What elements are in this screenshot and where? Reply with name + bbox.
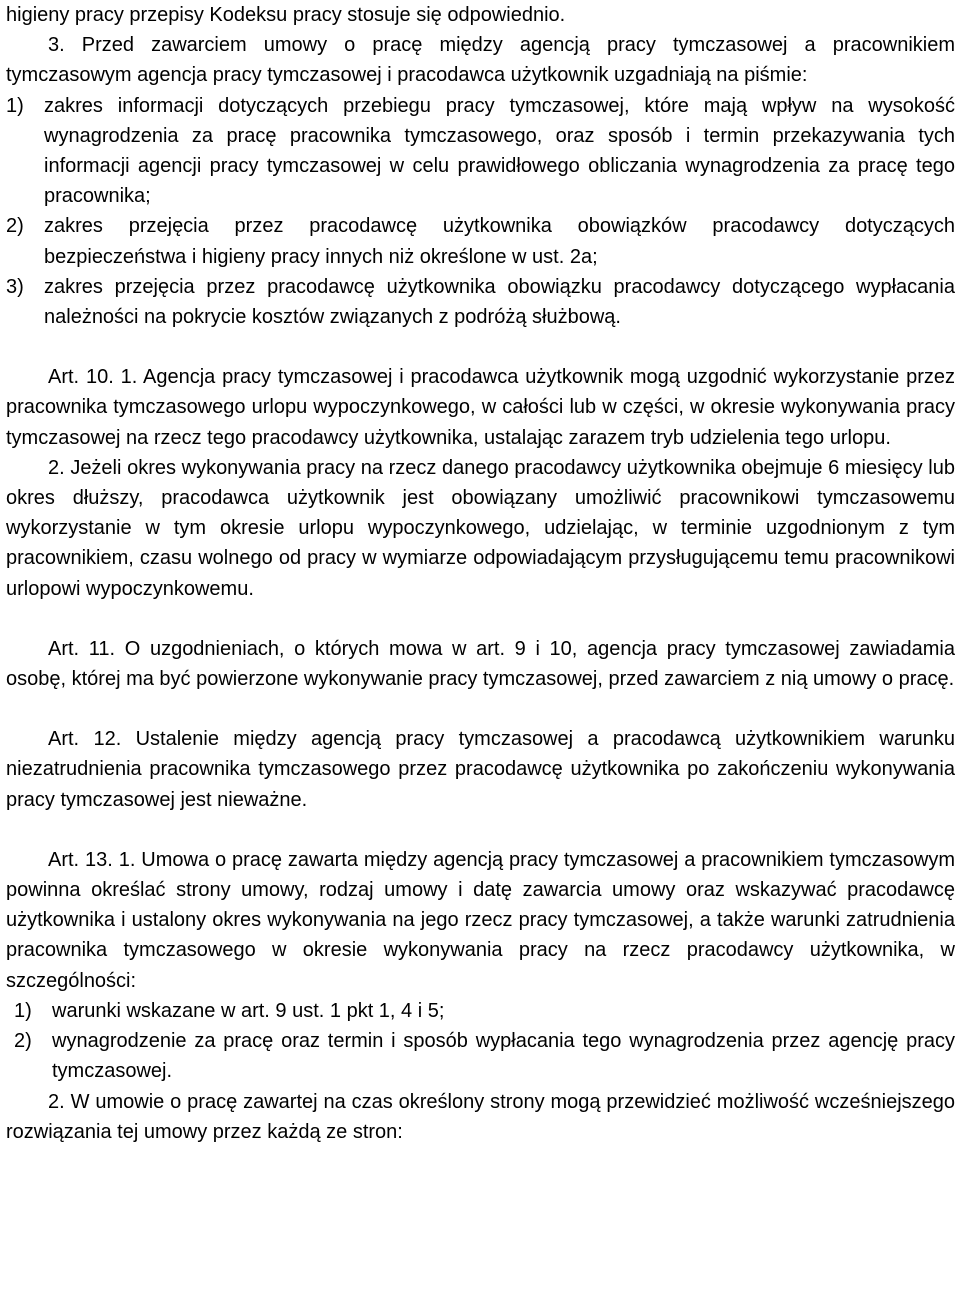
list-item-text: zakres przejęcia przez pracodawcę użytkownika obowiązku pracodawcy dotyczącego wypłacania należności na pokrycie kosztów związanych z podróżą służbową. [44,275,955,329]
intro-continuation: higieny pracy przepisy Kodeksu pracy stosuje się odpowiednio. [6,4,566,26]
list-item-text: zakres informacji dotyczących przebiegu pracy tymczasowej, które mają wpływ na wysokość wynagrodzenia za pracę pracownika tymczasowego, oraz sposób i termin przekazywania tych informacji agencji pracy tymczasowej w celu prawidłowego obliczania wynagrodzenia za pracę tego pracownika; [44,94,955,208]
art11: Art. 11. O uzgodnieniach, o których mowa w art. 9 i 10, agencja pracy tymczasowej zawiadamia osobę, której ma być powierzone wykonywanie pracy tymczasowej, przed zawarciem z nią umowy o pracę. [6,637,955,691]
list-item-number: 3) [6,275,24,298]
list-item [6,211,955,271]
list-item-text: zakres przejęcia przez pracodawcę użytkownika obowiązków pracodawcy dotyczących bezpieczeństwa i higieny pracy innych niż określone w ust. 2a; [44,215,955,268]
list-item [6,91,955,212]
list-item [6,996,955,1026]
art9-par3: 3. Przed zawarciem umowy o pracę między agencją pracy tymczasowej a pracownikiem tymczasowym agencja pracy tymczasowej i pracodawca użytkownik uzgadniają na piśmie: [6,34,955,87]
list-item-number: 2) [6,215,24,238]
spacer [6,815,955,845]
list-item-text: wynagrodzenie za pracę oraz termin i sposób wypłacania tego wynagrodzenia przez agencję pracy tymczasowej. [52,1030,955,1083]
list-item-number: 1) [6,94,24,117]
list-item-number: 1) [14,999,32,1022]
art13-par2: 2. W umowie o pracę zawartej na czas określony strony mogą przewidzieć możliwość wcześniejszego rozwiązania tej umowy przez każdą ze stron: [6,1090,955,1143]
list-item-number: 2) [14,1030,32,1053]
list-item [6,272,955,332]
art10-par2: 2. Jeżeli okres wykonywania pracy na rzecz danego pracodawcy użytkownika obejmuje 6 miesięcy lub okres dłuższy, pracodawca użytkownik jest obowiązany umożliwić pracownikowi tymczasowemu wykorzystanie w tym okresie urlopu wypoczynkowego, udzielając, w terminie uzgodnionym z tym pracownikiem, czasu wolnego od pracy w wymiarze odpowiadającym przysługującemu temu pracownikowi urlopowi wypoczynkowemu. [6,456,955,600]
spacer [6,604,955,634]
art13-par1: Art. 13. 1. Umowa o pracę zawarta między agencją pracy tymczasowej a pracownikiem tymczasowym powinna określać strony umowy, rodzaj umowy i datę zawarcia umowy oraz wskazywać pracodawcę użytkownika i ustalony okres wykonywania na jego rzecz pracy tymczasowej, a także warunki zatrudnienia pracownika tymczasowego w okresie wykonywania pracy na rzecz pracodawcy użytkownika, w szczególności: [6,848,955,992]
spacer [6,694,955,724]
list-item-text: warunki wskazane w art. 9 ust. 1 pkt 1, 4 i 5; [52,999,445,1022]
list-item [6,1026,955,1086]
spacer [6,332,955,362]
art12: Art. 12. Ustalenie między agencją pracy tymczasowej a pracodawcą użytkownikiem warunku niezatrudnienia pracownika tymczasowego przez pracodawcę użytkownika po zakończeniu wykonywania pracy tymczasowej jest nieważne. [6,728,955,811]
art10-par1: Art. 10. 1. Agencja pracy tymczasowej i pracodawca użytkownik mogą uzgodnić wykorzystanie przez pracownika tymczasowego urlopu wypoczynkowego, w całości lub w części, w okresie wykonywania pracy tymczasowej na rzecz tego pracodawcy użytkownika, ustalając zarazem tryb udzielenia tego urlopu. [6,366,955,449]
